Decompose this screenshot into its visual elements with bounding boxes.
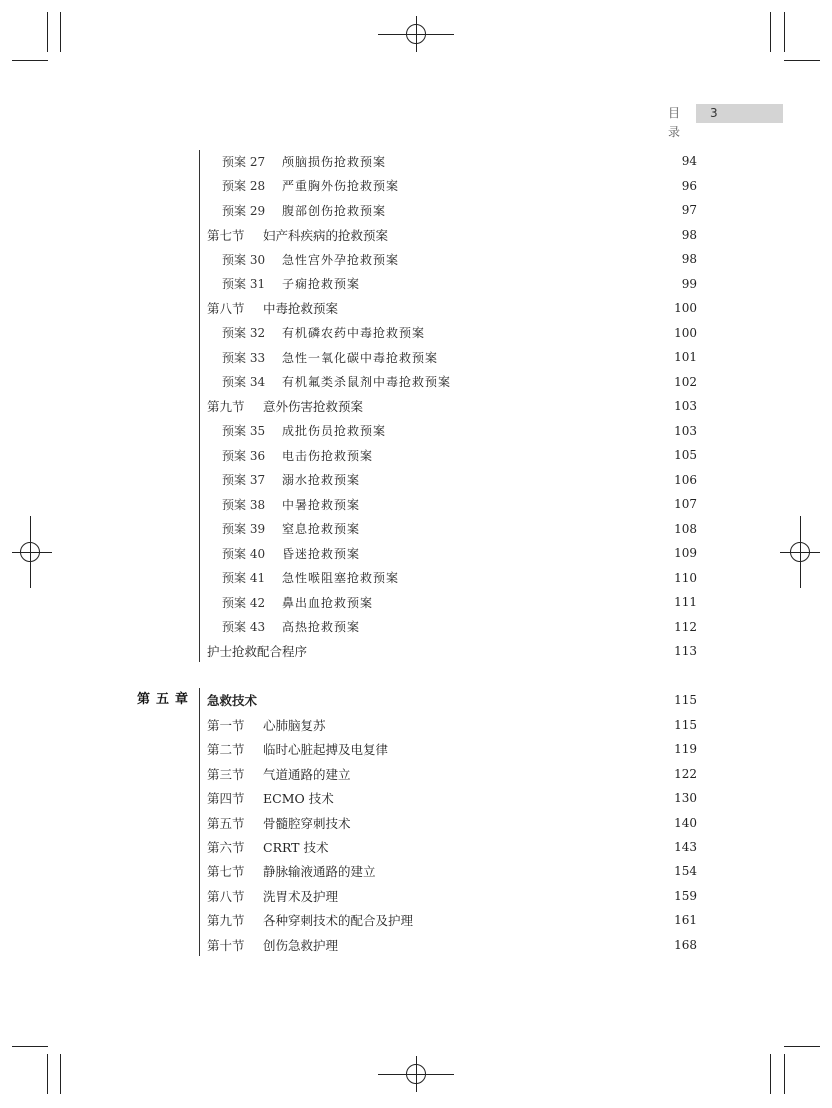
toc-entry-number: 预案 42 bbox=[222, 595, 266, 610]
toc-entry-title: CRRT 技术 bbox=[263, 840, 329, 855]
toc-entry-number: 预案 27 bbox=[222, 154, 266, 169]
toc-entry-page: 105 bbox=[674, 448, 697, 462]
toc-entry-title: 溺水抢救预案 bbox=[282, 473, 361, 487]
toc-entry-number: 预案 43 bbox=[222, 620, 266, 634]
toc-entry-section bbox=[207, 837, 697, 857]
chapter-label: 第五章 bbox=[137, 692, 195, 707]
toc-entry-title: 昏迷抢救预案 bbox=[282, 546, 361, 561]
dot-leader bbox=[380, 861, 669, 881]
toc-entry-page: 96 bbox=[681, 178, 697, 193]
toc-entry-number: 预案 29 bbox=[222, 203, 266, 218]
toc-entry-page: 103 bbox=[674, 423, 697, 438]
toc-entry-section bbox=[207, 690, 697, 710]
crop-mark bbox=[784, 60, 820, 61]
dot-leader bbox=[403, 176, 669, 196]
dot-leader bbox=[342, 298, 669, 318]
toc-entry-plan bbox=[222, 421, 697, 441]
toc-entry-section bbox=[207, 225, 697, 245]
toc-entry-number: 第七节 bbox=[207, 227, 245, 243]
toc-entry-page: 130 bbox=[674, 791, 697, 806]
dot-leader bbox=[455, 372, 669, 392]
toc-entry-section bbox=[207, 886, 697, 906]
crop-mark bbox=[12, 60, 48, 61]
toc-entry-plan bbox=[222, 176, 697, 196]
toc-entry-title: 有机磷农药中毒抢救预案 bbox=[282, 326, 426, 340]
toc-entry-title: 颅脑损伤抢救预案 bbox=[282, 154, 387, 169]
toc-entry-plan bbox=[222, 592, 697, 612]
crop-mark bbox=[784, 12, 785, 52]
toc-entry-number: 预案 30 bbox=[222, 252, 266, 267]
toc-entry-number: 预案 41 bbox=[222, 571, 266, 585]
dot-leader bbox=[403, 568, 669, 588]
dot-leader bbox=[364, 519, 669, 539]
dot-leader bbox=[429, 323, 669, 343]
toc-entry-number: 第一节 bbox=[207, 718, 245, 733]
toc-entry-page: 100 bbox=[674, 325, 697, 340]
toc-entry-title: 急性喉阻塞抢救预案 bbox=[282, 571, 400, 585]
toc-entry-title: 腹部创伤抢救预案 bbox=[282, 203, 387, 218]
toc-rule bbox=[199, 688, 200, 956]
toc-entry-number: 第四节 bbox=[207, 791, 245, 807]
toc-entry-number: 预案 38 bbox=[222, 497, 266, 512]
toc-entry-title: 电击伤抢救预案 bbox=[282, 448, 374, 463]
toc-entry-section bbox=[207, 396, 697, 416]
dot-leader bbox=[330, 715, 669, 735]
toc-entry-number: 第五节 bbox=[207, 815, 245, 831]
toc-entry-page: 113 bbox=[674, 644, 697, 658]
dot-leader bbox=[390, 200, 669, 220]
toc-entry-title: 创伤急救护理 bbox=[263, 937, 339, 953]
registration-mark bbox=[406, 24, 426, 44]
toc-rule bbox=[199, 150, 200, 662]
toc-entry-title: 鼻出血抢救预案 bbox=[282, 595, 374, 610]
toc-entry-page: 103 bbox=[674, 399, 697, 413]
toc-entry-title: 窒息抢救预案 bbox=[282, 522, 361, 536]
registration-mark bbox=[790, 542, 810, 562]
toc-entry-plan bbox=[222, 519, 697, 539]
dot-leader bbox=[364, 274, 669, 294]
toc-entry-title: 中暑抢救预案 bbox=[282, 497, 361, 512]
toc-entry-page: 94 bbox=[681, 154, 697, 168]
registration-mark bbox=[406, 1064, 426, 1084]
toc-entry-section bbox=[207, 813, 697, 833]
toc-entry-page: 159 bbox=[674, 888, 697, 903]
toc-entry-plan bbox=[222, 568, 697, 588]
toc-entry-plan bbox=[222, 347, 697, 367]
toc-entry-section bbox=[207, 788, 697, 808]
toc-entry-title: 静脉输液通路的建立 bbox=[263, 864, 376, 880]
toc-entry-page: 108 bbox=[674, 521, 697, 536]
dot-leader bbox=[367, 396, 669, 416]
toc-entry-section bbox=[207, 764, 697, 784]
dot-leader bbox=[338, 788, 669, 808]
toc-entry-plan bbox=[222, 494, 697, 514]
toc-entry-page: 99 bbox=[681, 276, 697, 291]
toc-entry-section bbox=[207, 715, 697, 735]
toc-entry-plan bbox=[222, 200, 697, 220]
dot-leader bbox=[390, 151, 669, 171]
toc-entry-section bbox=[207, 298, 697, 318]
toc-entry-page: 122 bbox=[674, 766, 697, 781]
toc-entry-number: 预案 40 bbox=[222, 546, 266, 561]
toc-entry-title: ECMO 技术 bbox=[263, 791, 334, 807]
toc-entry-title: 急性宫外孕抢救预案 bbox=[282, 252, 400, 267]
toc-entry-page: 109 bbox=[674, 546, 697, 560]
crop-mark bbox=[784, 1054, 785, 1094]
toc-entry-number: 预案 33 bbox=[222, 350, 266, 365]
dot-leader bbox=[342, 886, 669, 906]
toc-entry bbox=[207, 641, 697, 661]
toc-entry-number: 第二节 bbox=[207, 742, 245, 758]
toc-entry-page: 112 bbox=[674, 619, 697, 634]
dot-leader bbox=[442, 347, 669, 367]
toc-entry-title: 气道通路的建立 bbox=[263, 766, 351, 782]
toc-entry-title: 急救技术 bbox=[207, 693, 258, 708]
running-header-title: 目 录 bbox=[667, 106, 692, 139]
toc-entry-number: 第十节 bbox=[207, 937, 245, 953]
crop-mark bbox=[60, 12, 61, 52]
dot-leader bbox=[355, 813, 669, 833]
registration-mark bbox=[20, 542, 40, 562]
toc-entry-page: 111 bbox=[674, 595, 697, 609]
toc-entry-number: 第三节 bbox=[207, 766, 245, 782]
toc-entry-title: 有机氟类杀鼠剂中毒抢救预案 bbox=[282, 375, 452, 389]
toc-entry-page: 106 bbox=[674, 472, 697, 487]
toc-entry-plan bbox=[222, 372, 697, 392]
toc-entry-number: 预案 37 bbox=[222, 473, 266, 487]
toc-entry-title: 骨髓腔穿刺技术 bbox=[263, 815, 351, 831]
toc-entry-title: 临时心脏起搏及电复律 bbox=[263, 742, 389, 758]
toc-entry-number: 第七节 bbox=[207, 864, 245, 880]
dot-leader bbox=[403, 249, 669, 269]
running-header-page-number: 3 bbox=[696, 104, 783, 123]
dot-leader bbox=[390, 421, 669, 441]
toc-entry-title: 成批伤员抢救预案 bbox=[282, 424, 387, 438]
toc-entry-number: 第八节 bbox=[207, 301, 245, 316]
toc-entry-page: 97 bbox=[681, 203, 697, 217]
toc-entry-page: 154 bbox=[674, 864, 697, 879]
toc-entry-number: 预案 39 bbox=[222, 522, 266, 536]
toc-entry-page: 102 bbox=[674, 374, 697, 389]
toc-entry-page: 98 bbox=[681, 252, 697, 266]
toc-entry-title: 高热抢救预案 bbox=[282, 620, 361, 634]
toc-entry-number: 第九节 bbox=[207, 399, 245, 414]
dot-leader bbox=[377, 592, 669, 612]
toc-entry-plan bbox=[222, 470, 697, 490]
dot-leader bbox=[364, 494, 669, 514]
toc-entry-page: 143 bbox=[674, 840, 697, 854]
toc-entry-title: 护士抢救配合程序 bbox=[207, 644, 308, 659]
toc-entry-title: 意外伤害抢救预案 bbox=[263, 399, 364, 414]
toc-entry-title: 洗胃术及护理 bbox=[263, 888, 339, 904]
dot-leader bbox=[377, 445, 669, 465]
crop-mark bbox=[12, 1046, 48, 1047]
dot-leader bbox=[342, 935, 669, 955]
dot-leader bbox=[311, 641, 669, 661]
toc-entry-page: 115 bbox=[674, 693, 697, 707]
dot-leader bbox=[392, 225, 669, 245]
toc-entry-section bbox=[207, 739, 697, 759]
toc-entry-number: 预案 36 bbox=[222, 448, 266, 463]
toc-entry-title: 中毒抢救预案 bbox=[263, 301, 339, 316]
toc-entry-page: 101 bbox=[674, 350, 697, 364]
dot-leader bbox=[364, 617, 669, 637]
toc-entry-title: 心肺脑复苏 bbox=[263, 718, 326, 733]
crop-mark bbox=[770, 12, 771, 52]
crop-mark bbox=[47, 1054, 48, 1094]
toc-entry-title: 严重胸外伤抢救预案 bbox=[282, 179, 400, 193]
crop-mark bbox=[770, 1054, 771, 1094]
toc-entry-plan bbox=[222, 445, 697, 465]
toc-entry-page: 119 bbox=[674, 742, 697, 757]
toc-entry-plan bbox=[222, 274, 697, 294]
dot-leader bbox=[364, 543, 669, 563]
toc-entry-title: 子痫抢救预案 bbox=[282, 277, 361, 291]
toc-entry-title: 各种穿刺技术的配合及护理 bbox=[263, 913, 414, 929]
toc-entry-page: 140 bbox=[674, 815, 697, 830]
toc-entry-plan bbox=[222, 323, 697, 343]
toc-entry-section bbox=[207, 910, 697, 930]
toc-entry-title: 妇产科疾病的抢救预案 bbox=[263, 227, 389, 243]
toc-entry-number: 第九节 bbox=[207, 913, 245, 929]
toc-entry-number: 预案 31 bbox=[222, 277, 266, 291]
dot-leader bbox=[332, 837, 669, 857]
dot-leader bbox=[364, 470, 669, 490]
toc-entry-page: 100 bbox=[674, 301, 697, 315]
toc-entry-page: 161 bbox=[674, 913, 697, 928]
dot-leader bbox=[392, 739, 669, 759]
dot-leader bbox=[417, 910, 669, 930]
toc-entry-title: 急性一氧化碳中毒抢救预案 bbox=[282, 350, 439, 365]
toc-entry-plan bbox=[222, 249, 697, 269]
crop-mark bbox=[60, 1054, 61, 1094]
crop-mark bbox=[784, 1046, 820, 1047]
toc-entry-plan bbox=[222, 543, 697, 563]
toc-entry-plan bbox=[222, 617, 697, 637]
toc-entry-page: 98 bbox=[681, 227, 697, 242]
toc-entry-number: 预案 34 bbox=[222, 375, 266, 389]
toc-entry-number: 预案 32 bbox=[222, 326, 266, 340]
toc-entry-number: 第八节 bbox=[207, 888, 245, 904]
toc-entry-section bbox=[207, 935, 697, 955]
toc-entry-page: 107 bbox=[674, 497, 697, 511]
toc-entry-plan bbox=[222, 151, 697, 171]
toc-entry-section bbox=[207, 861, 697, 881]
dot-leader bbox=[355, 764, 669, 784]
dot-leader bbox=[261, 690, 669, 710]
crop-mark bbox=[47, 12, 48, 52]
toc-entry-page: 168 bbox=[674, 937, 697, 952]
toc-entry-number: 第六节 bbox=[207, 840, 245, 855]
toc-entry-page: 115 bbox=[674, 718, 697, 732]
toc-entry-page: 110 bbox=[674, 570, 697, 585]
toc-entry-number: 预案 35 bbox=[222, 424, 266, 438]
toc-entry-number: 预案 28 bbox=[222, 179, 266, 193]
